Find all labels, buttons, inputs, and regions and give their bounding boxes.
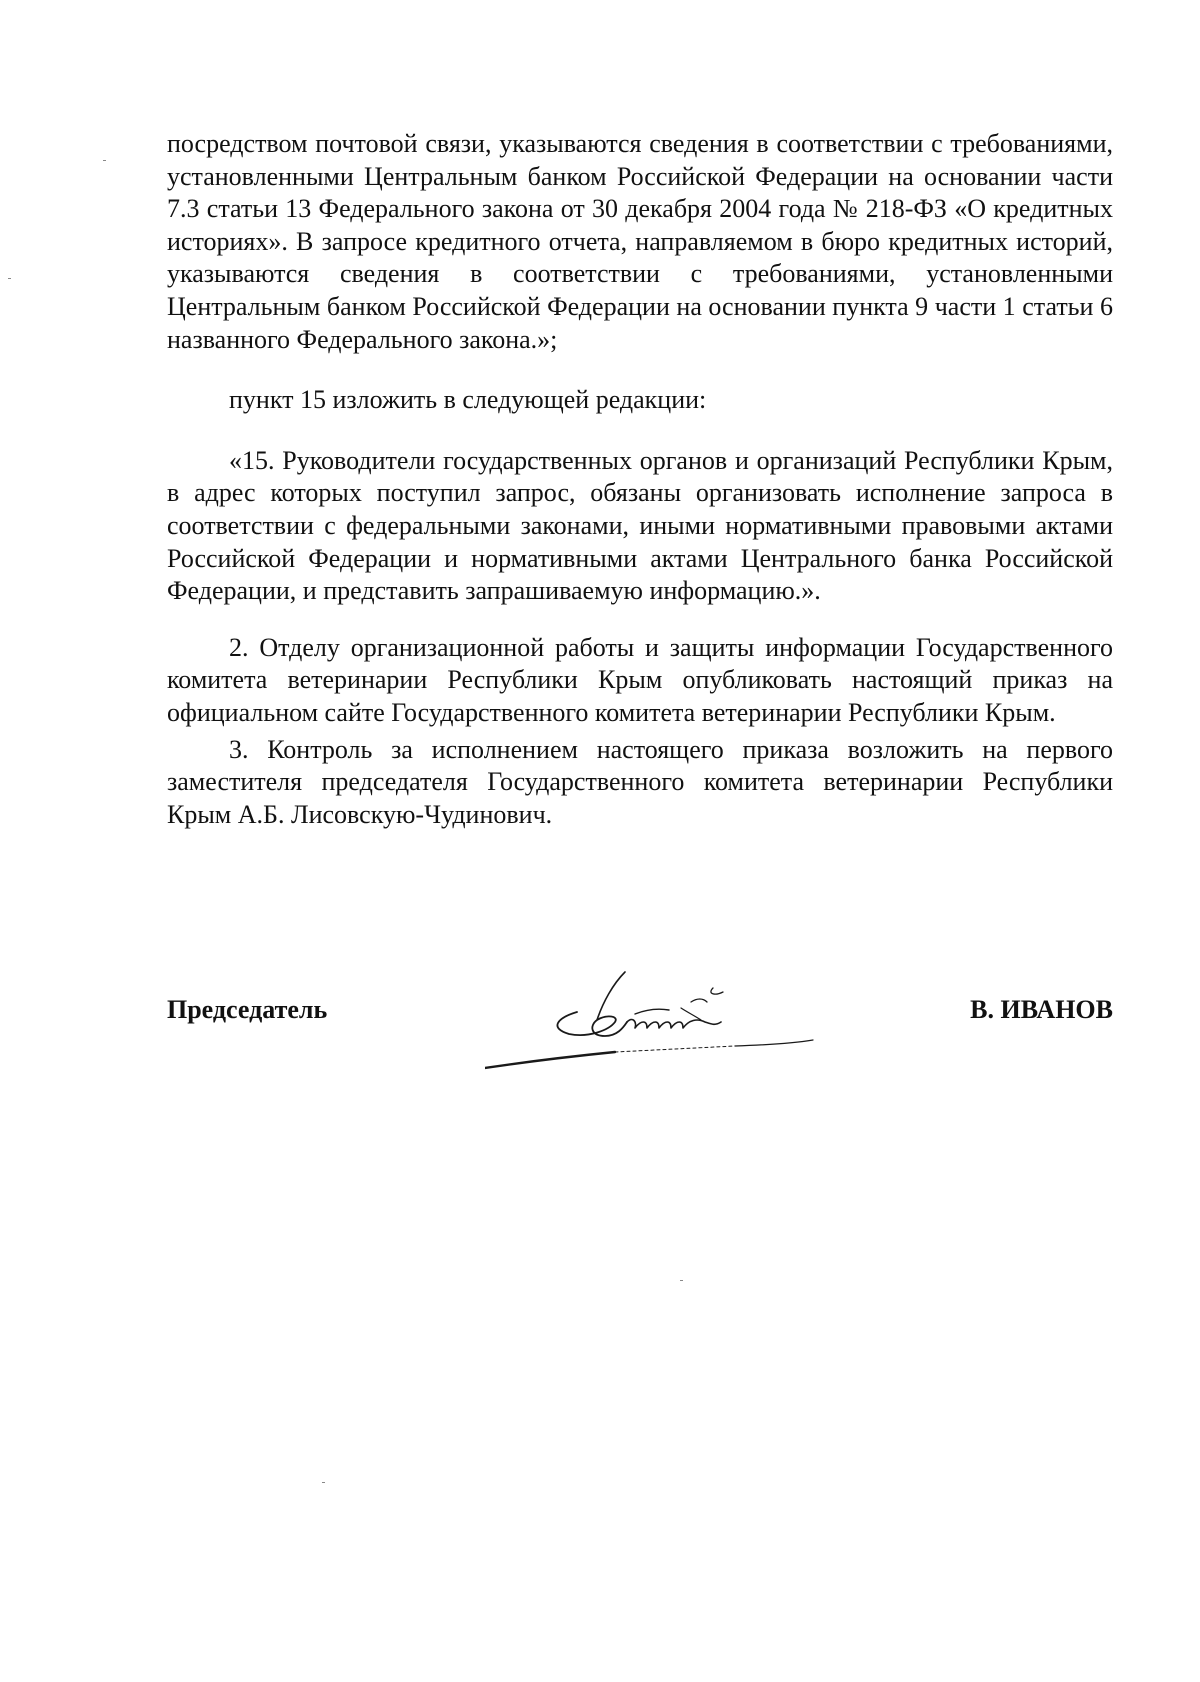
signatory-name: В. ИВАНОВ [970,995,1113,1024]
signatory-title: Председатель [167,995,328,1024]
paragraph-point-2: 2. Отделу организационной работы и защиты информации Государственного комитета ветеринарии Республики Крым опубликовать настоящий приказ на официальном сайте Государственного комитета ветеринарии Республики Крым. [167,632,1113,727]
scan-speck [8,278,11,279]
handwritten-signature [485,950,815,1070]
paragraph-continuation: посредством почтовой связи, указываются сведения в соответствии с требованиями, установленными Центральным банком Российской Федерации на основании части 7.3 статьи 13 Федерального закона от 30 декабря 2004 года № 218-ФЗ «О кредитных историях». В запросе кредитного отчета, направляемом в бюро кредитных историй, указываются сведения в соответствии с требованиями, установленными Центральным банком Российской Федерации на основании пункта 9 части 1 статьи 6 названного Федерального закона.»; [167,129,1113,354]
paragraph-item-15-intro: пункт 15 изложить в следующей редакции: [229,385,707,415]
scan-speck [680,1280,683,1281]
scan-speck [322,1482,325,1483]
scan-speck [103,160,106,161]
paragraph-item-15-text: «15. Руководители государственных органов и организаций Республики Крым, в адрес которых поступил запрос, обязаны организовать исполнение запроса в соответствии с федеральными законами, иными нормативными правовыми актами Российской Федерации и нормативными актами Центрального банка Российской Федерации, и представить запрашиваемую информацию.». [167,445,1113,606]
paragraph-point-3: 3. Контроль за исполнением настоящего приказа возложить на первого заместителя председателя Государственного комитета ветеринарии Республики Крым А.Б. Лисовскую-Чудинович. [167,734,1113,829]
document-body [167,128,1113,831]
